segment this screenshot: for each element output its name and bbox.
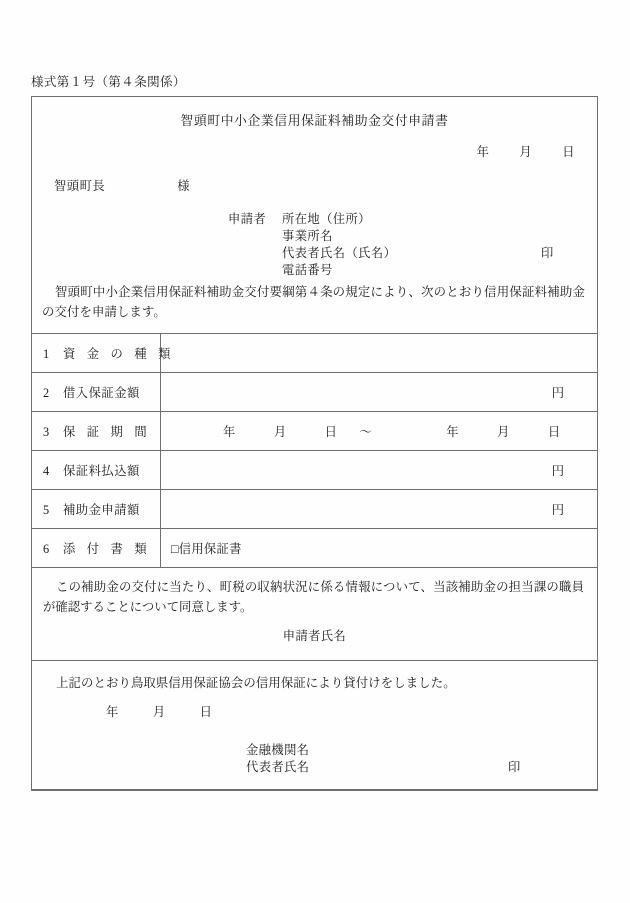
item-label-1	[32, 334, 175, 373]
item-label-text: 補助金申請額	[63, 503, 140, 517]
applicant-office-row	[228, 226, 396, 243]
lender-date-year-label: 年	[106, 705, 119, 719]
table-row	[32, 490, 598, 529]
item-unit-yen: 円	[551, 464, 564, 478]
lender-date-line	[106, 702, 212, 720]
applicant-representative-label: 代表者氏名（氏名）	[282, 246, 397, 260]
lender-seal-marker: 印	[508, 760, 521, 774]
item-label-text: 添 付 書 類	[63, 542, 151, 556]
item-label-text: 資 金 の 種 類	[63, 347, 175, 361]
item-unit-yen: 円	[551, 386, 564, 400]
period-to-year: 年	[446, 425, 460, 439]
guarantee-period-line	[161, 422, 597, 440]
lender-certification-section	[31, 660, 598, 791]
applicant-seal-marker: 印	[541, 246, 554, 260]
submission-date-line	[477, 142, 575, 160]
form-header-block	[32, 97, 597, 333]
applicant-address-row	[228, 209, 396, 226]
lender-certification-text: 上記のとおり鳥取県信用保証協会の信用保証により貸付けをしました。	[56, 676, 456, 690]
item-value-6[interactable]	[161, 529, 598, 568]
attachment-checkbox-option[interactable]: □信用保証書	[171, 542, 242, 556]
table-row	[32, 451, 598, 490]
table-row	[32, 373, 598, 412]
item-label-4	[32, 451, 161, 490]
consent-section	[31, 565, 598, 661]
period-to-day: 日	[547, 425, 561, 439]
lender-institution-label: 金融機関名	[246, 743, 310, 757]
item-value-5[interactable]	[161, 490, 598, 529]
applicant-address-label: 所在地（住所）	[282, 212, 371, 226]
applicant-phone-row	[228, 260, 396, 277]
lender-institution-row	[246, 740, 310, 757]
period-to-month: 月	[497, 425, 510, 439]
consent-text: この補助金の交付に当たり、町税の収納状況に係る情報について、当該補助金の担当課の職員が確認することについて同意します。	[43, 580, 584, 614]
item-value-3[interactable]	[161, 412, 598, 451]
item-number: 5	[43, 503, 50, 517]
applicant-phone-label: 電話番号	[282, 263, 333, 277]
item-label-text: 保証料払込額	[63, 464, 140, 478]
applicant-block	[228, 209, 554, 277]
lender-representative-row	[246, 757, 310, 774]
applicant-representative-row	[228, 243, 396, 260]
addressee-honorific: 様	[177, 179, 191, 193]
lender-date-day-label: 日	[199, 705, 213, 719]
table-row	[32, 412, 598, 451]
item-value-2[interactable]	[161, 373, 598, 412]
applicant-label: 申請者	[228, 212, 267, 226]
item-number: 4	[43, 464, 50, 478]
item-value-1[interactable]	[161, 334, 598, 373]
lender-identity-block	[246, 740, 521, 774]
item-value-4[interactable]	[161, 451, 598, 490]
item-label-2	[32, 373, 161, 412]
item-label-3	[32, 412, 161, 451]
form-number: 様式第１号（第４条関係）	[31, 75, 186, 89]
item-label-5	[32, 490, 161, 529]
item-label-text: 借入保証金額	[63, 386, 140, 400]
date-month-label: 月	[519, 145, 533, 159]
table-row	[32, 334, 598, 373]
table-row	[32, 529, 598, 568]
item-number: 1	[43, 347, 50, 361]
addressee-name: 智頭町長	[54, 179, 106, 193]
item-number: 2	[43, 386, 50, 400]
items-table	[31, 333, 598, 568]
item-label-text: 保 証 期 間	[63, 425, 151, 439]
period-separator: ～	[359, 425, 373, 439]
addressee	[54, 176, 190, 194]
body-paragraph: 智頭町中小企業信用保証料補助金交付要綱第４条の規定により、次のとおり信用保証料補助金の交付を申請します。	[42, 285, 585, 319]
period-from-month: 月	[273, 425, 287, 439]
form-frame	[31, 96, 598, 790]
date-year-label: 年	[476, 145, 490, 159]
item-number: 6	[43, 542, 50, 556]
date-day-label: 日	[562, 145, 575, 159]
period-from-day: 日	[324, 425, 338, 439]
item-label-6	[32, 529, 161, 568]
consent-signature-label: 申請者氏名	[282, 629, 347, 643]
applicant-office-name-label: 事業所名	[282, 229, 333, 243]
lender-representative-label: 代表者氏名	[246, 760, 310, 774]
item-unit-yen: 円	[551, 503, 564, 517]
page-title: 智頭町中小企業信用保証料補助金交付申請書	[180, 114, 449, 128]
item-number: 3	[43, 425, 50, 439]
period-from-year: 年	[223, 425, 236, 439]
lender-date-month-label: 月	[152, 705, 166, 719]
